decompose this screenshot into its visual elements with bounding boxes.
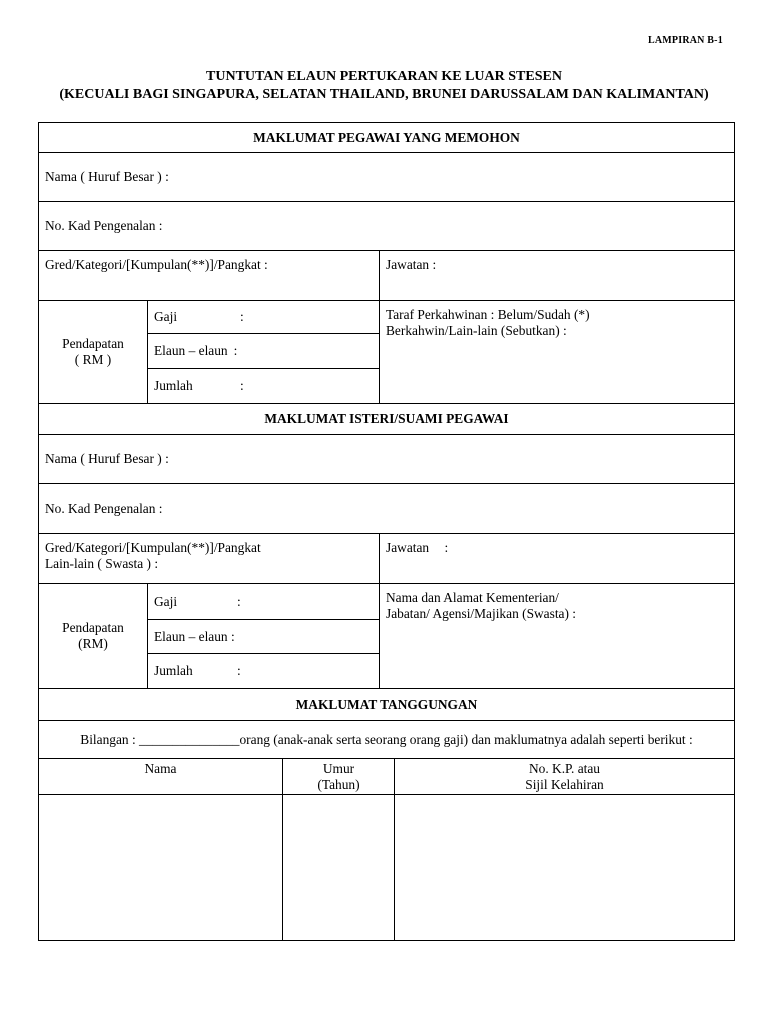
section-tanggungan-header xyxy=(38,688,735,721)
pegawai-gaji-field[interactable] xyxy=(147,300,380,334)
tanggungan-umur-entry[interactable] xyxy=(282,794,395,941)
pegawai-pendapatan-unit: ( RM ) xyxy=(74,352,112,367)
tanggungan-col-nama-label: Nama xyxy=(144,761,177,776)
pegawai-jawatan-label: Jawatan : xyxy=(386,257,437,272)
section-pegawai-header xyxy=(38,122,735,153)
pasangan-elaun-field[interactable] xyxy=(147,619,380,654)
pegawai-elaun-colon: : xyxy=(233,343,238,358)
pegawai-jumlah-field[interactable] xyxy=(147,368,380,404)
pegawai-taraf-sublabel: Berkahwin/Lain-lain (Sebutkan) : xyxy=(386,323,567,338)
pasangan-nama-field[interactable] xyxy=(38,434,735,484)
pasangan-majikan-label: Nama dan Alamat Kementerian/ xyxy=(386,590,559,605)
pasangan-gaji-field[interactable] xyxy=(147,583,380,620)
pegawai-pendapatan-cell xyxy=(38,300,148,404)
pegawai-elaun-label: Elaun – elaun xyxy=(154,343,228,358)
pasangan-jawatan-colon: : xyxy=(444,540,449,555)
pasangan-pendapatan-unit: (RM) xyxy=(78,636,108,651)
pasangan-kp-label: No. Kad Pengenalan : xyxy=(45,500,163,516)
pasangan-elaun-label: Elaun – elaun : xyxy=(154,628,235,644)
tanggungan-col-kp xyxy=(394,758,735,795)
tanggungan-nama-entry[interactable] xyxy=(38,794,283,941)
pegawai-jumlah-label: Jumlah xyxy=(154,378,193,393)
pasangan-gred-field[interactable] xyxy=(38,533,380,584)
pegawai-gaji-label: Gaji xyxy=(154,309,178,324)
pegawai-jumlah-colon: : xyxy=(240,378,244,393)
pegawai-pendapatan-label: Pendapatan xyxy=(62,336,124,351)
pegawai-taraf-field[interactable] xyxy=(379,300,735,404)
pegawai-nama-field[interactable] xyxy=(38,152,735,202)
pasangan-jawatan-label: Jawatan xyxy=(386,540,430,555)
pasangan-pendapatan-cell xyxy=(38,583,148,689)
pegawai-jawatan-field[interactable] xyxy=(379,250,735,301)
section-pasangan-header xyxy=(38,403,735,435)
form-title: TUNTUTAN ELAUN PERTUKARAN KE LUAR STESEN xyxy=(206,69,562,84)
pegawai-gaji-colon: : xyxy=(240,309,244,324)
pasangan-jumlah-field[interactable] xyxy=(147,653,380,689)
pasangan-nama-label: Nama ( Huruf Besar ) : xyxy=(45,451,169,466)
pasangan-gred-label: Gred/Kategori/[Kumpulan(**)]/Pangkat xyxy=(45,540,261,555)
lampiran-label: LAMPIRAN B-1 xyxy=(648,35,723,46)
pegawai-kp-label: No. Kad Pengenalan : xyxy=(45,218,163,233)
tanggungan-bilangan-text: Bilangan : _______________orang (anak-anak serta seorang orang gaji) dan maklumatnya adalah seperti berikut : xyxy=(80,731,693,747)
tanggungan-col-umur-unit: (Tahun) xyxy=(317,777,360,792)
pasangan-majikan-field[interactable] xyxy=(379,583,735,689)
section-pasangan-title: MAKLUMAT ISTERI/SUAMI PEGAWAI xyxy=(264,411,509,426)
tanggungan-col-kp-sublabel: Sijil Kelahiran xyxy=(525,777,604,792)
tanggungan-kp-entry[interactable] xyxy=(394,794,735,941)
pegawai-nama-label: Nama ( Huruf Besar ) : xyxy=(45,169,169,184)
pegawai-gred-label: Gred/Kategori/[Kumpulan(**)]/Pangkat : xyxy=(45,257,268,272)
section-tanggungan-title: MAKLUMAT TANGGUNGAN xyxy=(295,696,478,712)
tanggungan-bilangan-row[interactable] xyxy=(38,720,735,759)
tanggungan-col-umur-label: Umur xyxy=(322,761,355,776)
pasangan-kp-field[interactable] xyxy=(38,483,735,534)
tanggungan-col-nama xyxy=(38,758,283,795)
pegawai-gred-field[interactable] xyxy=(38,250,380,301)
pasangan-pendapatan-label: Pendapatan xyxy=(62,620,124,635)
pasangan-majikan-sublabel: Jabatan/ Agensi/Majikan (Swasta) : xyxy=(386,606,577,621)
pasangan-jumlah-label: Jumlah xyxy=(154,663,193,678)
tanggungan-col-umur xyxy=(282,758,395,795)
pasangan-lainlain-label: Lain-lain ( Swasta ) : xyxy=(45,556,159,571)
pasangan-gaji-label: Gaji xyxy=(154,593,178,609)
pasangan-jawatan-field[interactable] xyxy=(379,533,735,584)
pegawai-taraf-label: Taraf Perkahwinan : Belum/Sudah (*) xyxy=(386,307,590,322)
pegawai-elaun-field[interactable] xyxy=(147,333,380,369)
section-pegawai-title: MAKLUMAT PEGAWAI YANG MEMOHON xyxy=(253,129,520,145)
pasangan-gaji-colon: : xyxy=(237,593,241,609)
pegawai-kp-field[interactable] xyxy=(38,201,735,251)
pasangan-jumlah-colon: : xyxy=(237,663,241,678)
form-subtitle: (KECUALI BAGI SINGAPURA, SELATAN THAILAND, BRUNEI DARUSSALAM DAN KALIMANTAN) xyxy=(59,87,709,102)
tanggungan-col-kp-label: No. K.P. atau xyxy=(528,761,601,776)
